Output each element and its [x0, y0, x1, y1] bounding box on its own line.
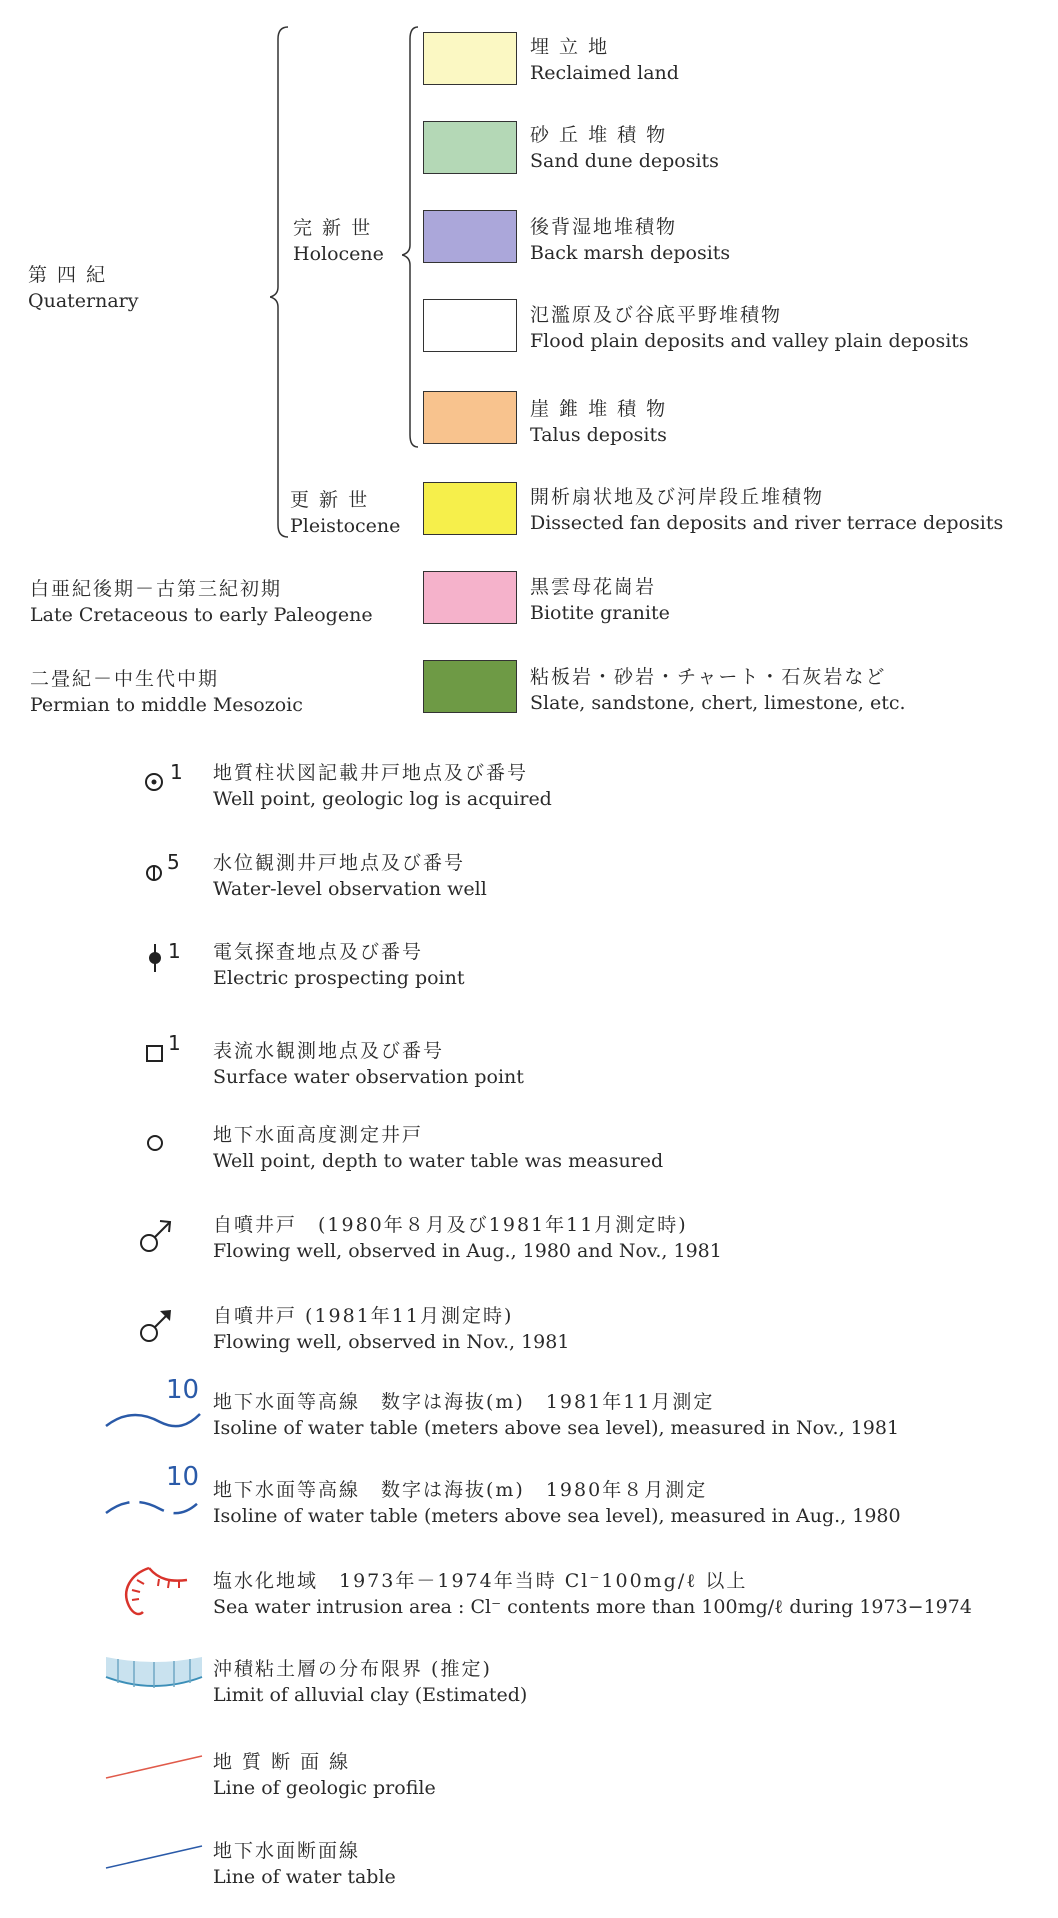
symbol-depth-well-jp: 地下水面高度測定井戸 — [213, 1124, 424, 1146]
symbol-number: 10 — [166, 1375, 200, 1405]
swatch-slate-sandstone — [423, 660, 517, 713]
symbol-geologic-log-well — [213, 760, 552, 812]
age-pleistocene-en: Pleistocene — [290, 515, 401, 537]
swatch-dissected-fan — [423, 482, 517, 535]
symbol-geologic-profile-line-en: Line of geologic profile — [213, 1777, 436, 1799]
swatch-biotite-granite — [423, 571, 517, 624]
unit-biotite-granite-en: Biotite granite — [530, 602, 670, 624]
symbol-isoline-dashed — [213, 1477, 901, 1529]
symbol-water-level-well-en: Water-level observation well — [213, 878, 487, 900]
symbol-isoline-solid-jp: 地下水面等高線 数字は海抜(m) 1981年11月測定 — [213, 1391, 715, 1413]
age-permian-mesozoic — [30, 666, 303, 718]
age-cretaceous-paleogene-en: Late Cretaceous to early Paleogene — [30, 604, 373, 626]
unit-dissected-fan-jp: 開析扇状地及び河岸段丘堆積物 — [530, 486, 825, 508]
unit-dissected-fan — [530, 484, 1003, 536]
symbol-number: 1 — [170, 760, 183, 784]
unit-flood-plain-en: Flood plain deposits and valley plain deposits — [530, 330, 969, 352]
symbol-alluvial-clay-limit — [213, 1656, 527, 1708]
unit-reclaimed-land-en: Reclaimed land — [530, 62, 679, 84]
symbol-depth-well — [213, 1122, 663, 1174]
symbol-number: 10 — [166, 1462, 200, 1492]
symbol-geologic-profile-line-jp: 地 質 断 面 線 — [213, 1751, 351, 1773]
age-quaternary-en: Quaternary — [28, 290, 139, 312]
swatch-back-marsh — [423, 210, 517, 263]
symbol-alluvial-clay-limit-jp: 沖積粘土層の分布限界 (推定) — [213, 1658, 492, 1680]
age-pleistocene-jp: 更 新 世 — [290, 489, 370, 511]
age-cretaceous-paleogene — [30, 576, 373, 628]
symbol-flowing-well-1981-en: Flowing well, observed in Nov., 1981 — [213, 1331, 570, 1353]
unit-slate-sandstone-jp: 粘板岩・砂岩・チャート・石灰岩など — [530, 666, 887, 688]
depth-well-circle-icon — [145, 1133, 165, 1153]
symbol-flowing-well-1981 — [213, 1303, 569, 1355]
unit-flood-plain-jp: 氾濫原及び谷底平野堆積物 — [530, 304, 783, 326]
symbol-flowing-well-both-jp: 自噴井戸 (1980年８月及び1981年11月測定時) — [213, 1214, 688, 1236]
symbol-sea-water-intrusion-en: Sea water intrusion area : Cl⁻ contents more than 100mg/ℓ during 1973−1974 — [213, 1596, 972, 1618]
symbol-geologic-profile-line — [213, 1749, 436, 1801]
surface-water-square-icon — [145, 1044, 165, 1064]
unit-sand-dune-jp: 砂 丘 堆 積 物 — [530, 124, 668, 146]
unit-back-marsh — [530, 214, 730, 266]
symbol-depth-well-en: Well point, depth to water table was measured — [213, 1150, 664, 1172]
symbol-number: 1 — [168, 939, 181, 963]
symbol-water-table-line — [213, 1838, 396, 1890]
geologic-log-well-icon — [143, 771, 165, 793]
symbol-alluvial-clay-limit-en: Limit of alluvial clay (Estimated) — [213, 1684, 528, 1706]
swatch-reclaimed-land — [423, 32, 517, 85]
symbol-electric-prospecting — [213, 939, 465, 991]
symbol-isoline-dashed-en: Isoline of water table (meters above sea level), measured in Aug., 1980 — [213, 1505, 901, 1527]
unit-sand-dune — [530, 122, 719, 174]
alluvial-clay-limit-icon — [104, 1653, 204, 1697]
electric-prospecting-icon — [145, 942, 165, 974]
symbol-electric-prospecting-en: Electric prospecting point — [213, 967, 465, 989]
unit-talus-jp: 崖 錐 堆 積 物 — [530, 398, 668, 420]
unit-slate-sandstone-en: Slate, sandstone, chert, limestone, etc. — [530, 692, 906, 714]
unit-biotite-granite-jp: 黒雲母花崗岩 — [530, 576, 657, 598]
unit-back-marsh-jp: 後背湿地堆積物 — [530, 216, 678, 238]
unit-reclaimed-land — [530, 34, 679, 86]
age-holocene-jp: 完 新 世 — [293, 217, 373, 239]
symbol-isoline-solid — [213, 1389, 899, 1441]
age-holocene — [293, 215, 384, 267]
symbol-surface-water-jp: 表流水観測地点及び番号 — [213, 1040, 445, 1062]
quaternary-brace — [270, 25, 292, 540]
symbol-water-table-line-jp: 地下水面断面線 — [213, 1840, 361, 1862]
flowing-well-both-icon — [138, 1215, 178, 1255]
symbol-water-table-line-en: Line of water table — [213, 1866, 396, 1888]
symbol-electric-prospecting-jp: 電気探査地点及び番号 — [213, 941, 424, 963]
holocene-brace — [402, 25, 422, 450]
symbol-water-level-well-jp: 水位観測井戸地点及び番号 — [213, 852, 466, 874]
age-pleistocene — [290, 487, 400, 539]
geologic-profile-line-icon — [104, 1752, 204, 1782]
symbol-number: 5 — [167, 850, 180, 874]
symbol-geologic-log-well-jp: 地質柱状図記載井戸地点及び番号 — [213, 762, 529, 784]
symbol-isoline-solid-en: Isoline of water table (meters above sea level), measured in Nov., 1981 — [213, 1417, 900, 1439]
symbol-surface-water — [213, 1038, 524, 1090]
symbol-flowing-well-both-en: Flowing well, observed in Aug., 1980 and Nov., 1981 — [213, 1240, 722, 1262]
symbol-water-level-well — [213, 850, 487, 902]
age-quaternary-jp: 第 四 紀 — [28, 264, 108, 286]
water-table-line-icon — [104, 1842, 204, 1872]
unit-slate-sandstone — [530, 664, 906, 716]
symbol-sea-water-intrusion — [213, 1568, 972, 1620]
symbol-geologic-log-well-en: Well point, geologic log is acquired — [213, 788, 552, 810]
symbol-isoline-dashed-jp: 地下水面等高線 数字は海抜(m) 1980年８月測定 — [213, 1479, 708, 1501]
swatch-flood-plain — [423, 299, 517, 352]
swatch-talus — [423, 391, 517, 444]
unit-flood-plain — [530, 302, 969, 354]
symbol-sea-water-intrusion-jp: 塩水化地域 1973年－1974年当時 Cl⁻100mg/ℓ 以上 — [213, 1570, 748, 1592]
unit-talus-en: Talus deposits — [530, 424, 667, 446]
unit-sand-dune-en: Sand dune deposits — [530, 150, 719, 172]
unit-dissected-fan-en: Dissected fan deposits and river terrace deposits — [530, 512, 1004, 534]
unit-talus — [530, 396, 667, 448]
unit-back-marsh-en: Back marsh deposits — [530, 242, 731, 264]
water-level-well-icon — [143, 862, 165, 884]
age-quaternary — [28, 262, 138, 314]
symbol-number: 1 — [168, 1031, 181, 1055]
symbol-flowing-well-both — [213, 1212, 722, 1264]
swatch-sand-dune — [423, 121, 517, 174]
flowing-well-1981-icon — [138, 1305, 178, 1345]
age-permian-mesozoic-en: Permian to middle Mesozoic — [30, 694, 303, 716]
unit-reclaimed-land-jp: 埋 立 地 — [530, 36, 610, 58]
symbol-flowing-well-1981-jp: 自噴井戸 (1981年11月測定時) — [213, 1305, 514, 1327]
age-holocene-en: Holocene — [293, 243, 384, 265]
unit-biotite-granite — [530, 574, 670, 626]
age-permian-mesozoic-jp: 二畳紀－中生代中期 — [30, 668, 220, 690]
symbol-surface-water-en: Surface water observation point — [213, 1066, 524, 1088]
age-cretaceous-paleogene-jp: 白亜紀後期－古第三紀初期 — [30, 578, 283, 600]
sea-water-intrusion-icon — [115, 1562, 195, 1622]
